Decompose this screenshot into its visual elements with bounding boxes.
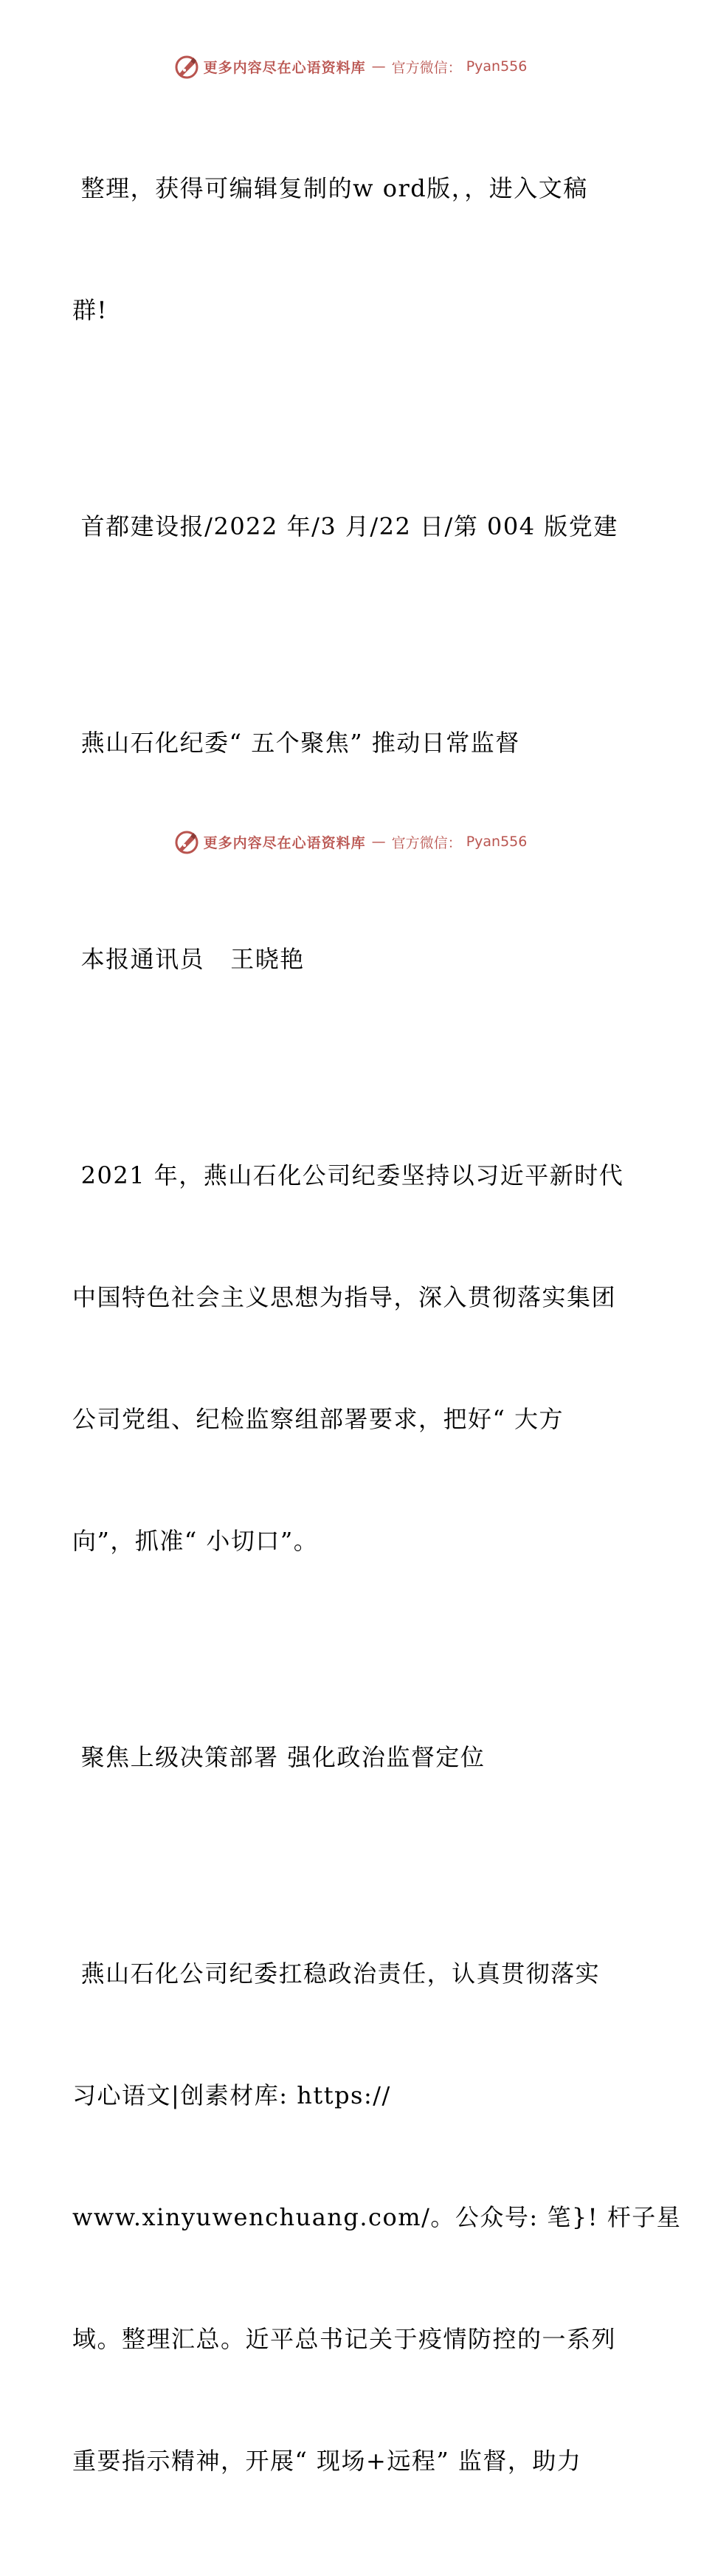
article-title	[72, 642, 633, 845]
banner-dash: —	[371, 58, 386, 75]
banner-wechat-id: Pyan556	[466, 834, 528, 850]
text-line: 整理，获得可编辑复制的w ord版，，进入文稿	[72, 174, 588, 202]
footer-banner	[0, 827, 701, 856]
banner-wechat-label: 官方微信：	[391, 59, 462, 76]
text-line: 公司党组、纪检监察组部署要求，把好“ 大方	[72, 1405, 564, 1433]
text-line: 本报通讯员 王晓艳	[72, 945, 305, 973]
header-banner	[0, 52, 701, 81]
paragraph-body	[72, 1872, 682, 2563]
text-line: 群!	[72, 296, 108, 324]
document-body	[72, 87, 682, 2576]
banner-slogan: 更多内容尽在心语资料库	[203, 59, 366, 76]
paragraph-source	[72, 425, 633, 628]
text-line: 聚焦上级决策部署 强化政治监督定位	[72, 1743, 486, 1771]
paragraph-lead	[72, 1074, 633, 1643]
text-line: 重要指示精神，开展“ 现场+远程” 监督，助力	[72, 2447, 582, 2475]
text-line: 习心语文|创素材库: https://	[72, 2081, 391, 2109]
banner-wechat-label: 官方微信：	[391, 834, 462, 851]
text-line: 首都建设报/2022 年/3 月/22 日/第 004 版党建	[72, 512, 618, 540]
text-line: 燕山石化公司纪委扛稳政治责任，认真贯彻落实	[72, 1960, 601, 1988]
article-byline	[72, 858, 633, 1061]
banner-wechat-id: Pyan556	[466, 58, 528, 75]
text-line: 向”，抓准“ 小切口”。	[72, 1527, 319, 1555]
paragraph-intro	[72, 87, 633, 412]
banner-dash: —	[371, 834, 386, 850]
banner-slogan: 更多内容尽在心语资料库	[203, 834, 366, 851]
text-line: 燕山石化纪委“ 五个聚焦” 推动日常监督	[72, 729, 520, 757]
text-line: 域。整理汇总。近平总书记关于疫情防控的一系列	[72, 2325, 617, 2353]
section-heading	[72, 1656, 633, 1859]
text-line: www.xinyuwenchuang.com/。公众号: 笔}! 杆子星	[72, 2203, 682, 2231]
text-line: 中国特色社会主义思想为指导，深入贯彻落实集团	[72, 1283, 617, 1311]
pen-logo-icon	[174, 829, 199, 854]
text-line: 2021 年，燕山石化公司纪委坚持以习近平新时代	[72, 1161, 624, 1189]
pen-logo-icon	[174, 54, 199, 79]
